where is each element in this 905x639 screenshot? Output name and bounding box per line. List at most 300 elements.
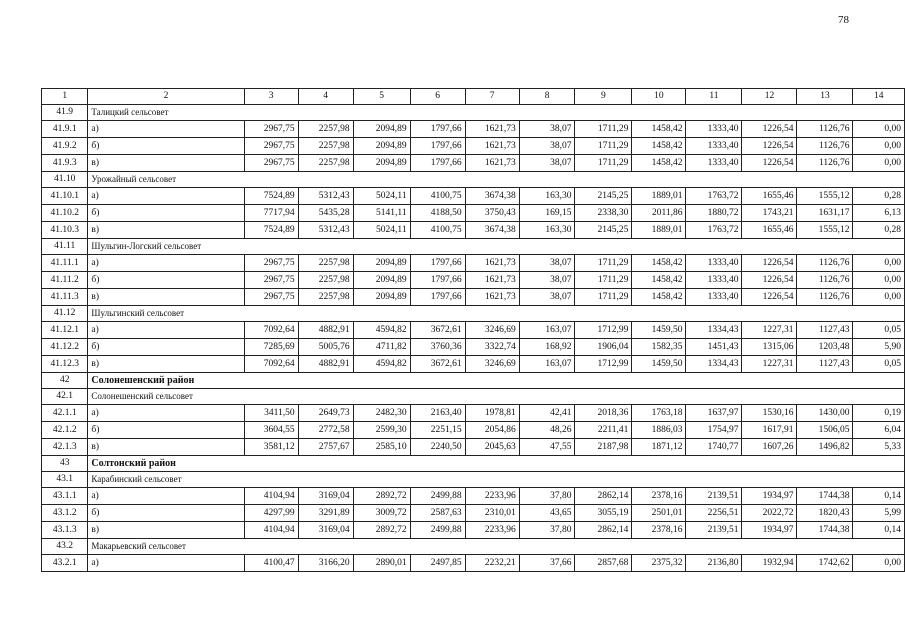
value-cell: 1334,43 [686, 322, 742, 339]
row-variant: а) [88, 188, 244, 205]
value-cell: 1226,54 [742, 121, 797, 138]
value-cell: 7092,64 [244, 322, 298, 339]
row-variant: а) [88, 405, 244, 422]
column-header: 9 [575, 89, 632, 105]
table-row [42, 322, 905, 339]
value-cell: 1742,62 [797, 555, 853, 572]
value-cell: 168,92 [519, 339, 575, 356]
value-cell: 1711,29 [575, 138, 632, 155]
value-cell: 1203,48 [797, 339, 853, 356]
header-row [42, 89, 905, 105]
value-cell: 1655,46 [742, 188, 797, 205]
row-code: 41.12.2 [42, 339, 88, 356]
value-cell: 7092,64 [244, 356, 298, 373]
value-cell: 0,00 [853, 255, 905, 272]
value-cell: 1530,16 [742, 405, 797, 422]
column-header: 1 [42, 89, 88, 105]
value-cell: 2649,73 [298, 405, 353, 422]
value-cell: 1334,43 [686, 356, 742, 373]
table-row [42, 555, 905, 572]
value-cell: 2233,96 [465, 522, 519, 539]
value-cell: 2257,98 [298, 272, 353, 289]
value-cell: 5435,28 [298, 205, 353, 222]
value-cell: 1631,17 [797, 205, 853, 222]
value-cell: 1711,29 [575, 272, 632, 289]
value-cell: 6,13 [853, 205, 905, 222]
value-cell: 0,00 [853, 121, 905, 138]
value-cell: 3322,74 [465, 339, 519, 356]
row-variant: б) [88, 505, 244, 522]
value-cell: 163,30 [519, 188, 575, 205]
table-row [42, 356, 905, 373]
section-title: Шульгин-Логский сельсовет [88, 239, 905, 255]
value-cell: 2232,21 [465, 555, 519, 572]
value-cell: 37,80 [519, 522, 575, 539]
value-cell: 0,19 [853, 405, 905, 422]
table-row [42, 339, 905, 356]
value-cell: 1458,42 [632, 121, 686, 138]
value-cell: 2022,72 [742, 505, 797, 522]
section-title: Талицкий сельсовет [88, 105, 905, 121]
value-cell: 4100,47 [244, 555, 298, 572]
value-cell: 1978,81 [465, 405, 519, 422]
value-cell: 0,00 [853, 289, 905, 306]
value-cell: 2499,88 [410, 488, 465, 505]
value-cell: 1889,01 [632, 222, 686, 239]
value-cell: 2211,41 [575, 422, 632, 439]
row-variant: б) [88, 339, 244, 356]
value-cell: 1126,76 [797, 155, 853, 172]
value-cell: 47,55 [519, 439, 575, 456]
value-cell: 2094,89 [353, 155, 410, 172]
value-cell: 0,14 [853, 522, 905, 539]
value-cell: 1333,40 [686, 272, 742, 289]
row-code: 41.12.1 [42, 322, 88, 339]
value-cell: 1621,73 [465, 155, 519, 172]
value-cell: 7524,89 [244, 188, 298, 205]
row-code: 43.2 [42, 539, 88, 555]
value-cell: 1451,43 [686, 339, 742, 356]
value-cell: 3055,19 [575, 505, 632, 522]
value-cell: 2862,14 [575, 488, 632, 505]
value-cell: 1126,76 [797, 121, 853, 138]
row-code: 41.12.3 [42, 356, 88, 373]
value-cell: 7524,89 [244, 222, 298, 239]
table-row [42, 522, 905, 539]
row-variant: б) [88, 272, 244, 289]
section-row [42, 306, 905, 322]
row-code: 41.11.2 [42, 272, 88, 289]
value-cell: 1458,42 [632, 255, 686, 272]
value-cell: 4594,82 [353, 356, 410, 373]
value-cell: 3009,72 [353, 505, 410, 522]
value-cell: 7285,69 [244, 339, 298, 356]
value-cell: 1754,97 [686, 422, 742, 439]
table-row [42, 405, 905, 422]
row-code: 41.9.1 [42, 121, 88, 138]
value-cell: 1934,97 [742, 522, 797, 539]
value-cell: 2587,63 [410, 505, 465, 522]
row-variant: б) [88, 205, 244, 222]
value-cell: 4882,91 [298, 322, 353, 339]
value-cell: 1711,29 [575, 255, 632, 272]
value-cell: 1621,73 [465, 121, 519, 138]
value-cell: 2892,72 [353, 522, 410, 539]
value-cell: 3674,38 [465, 222, 519, 239]
value-cell: 5312,43 [298, 222, 353, 239]
value-cell: 1934,97 [742, 488, 797, 505]
table-row [42, 255, 905, 272]
value-cell: 4711,82 [353, 339, 410, 356]
value-cell: 2862,14 [575, 522, 632, 539]
row-code: 43.1.3 [42, 522, 88, 539]
value-cell: 1889,01 [632, 188, 686, 205]
value-cell: 38,07 [519, 121, 575, 138]
value-cell: 0,00 [853, 555, 905, 572]
row-variant: в) [88, 155, 244, 172]
table-row [42, 155, 905, 172]
value-cell: 1226,54 [742, 255, 797, 272]
value-cell: 3672,61 [410, 356, 465, 373]
value-cell: 2240,50 [410, 439, 465, 456]
value-cell: 6,04 [853, 422, 905, 439]
table-row [42, 138, 905, 155]
value-cell: 2967,75 [244, 155, 298, 172]
value-cell: 2890,01 [353, 555, 410, 572]
row-code: 41.12 [42, 306, 88, 322]
value-cell: 5,99 [853, 505, 905, 522]
value-cell: 0,28 [853, 188, 905, 205]
value-cell: 1711,29 [575, 155, 632, 172]
value-cell: 2857,68 [575, 555, 632, 572]
section-row [42, 239, 905, 255]
value-cell: 2338,30 [575, 205, 632, 222]
value-cell: 5005,76 [298, 339, 353, 356]
value-cell: 2599,30 [353, 422, 410, 439]
value-cell: 1655,46 [742, 222, 797, 239]
value-cell: 1315,06 [742, 339, 797, 356]
value-cell: 38,07 [519, 289, 575, 306]
column-header: 8 [519, 89, 575, 105]
column-header: 7 [465, 89, 519, 105]
value-cell: 2256,51 [686, 505, 742, 522]
value-cell: 1621,73 [465, 289, 519, 306]
row-variant: а) [88, 488, 244, 505]
value-cell: 3246,69 [465, 322, 519, 339]
value-cell: 1555,12 [797, 222, 853, 239]
value-cell: 1617,91 [742, 422, 797, 439]
value-cell: 1871,12 [632, 439, 686, 456]
row-code: 41.10 [42, 172, 88, 188]
row-code: 41.10.2 [42, 205, 88, 222]
row-code: 43 [42, 456, 88, 472]
value-cell: 1886,03 [632, 422, 686, 439]
value-cell: 1333,40 [686, 121, 742, 138]
value-cell: 1712,99 [575, 356, 632, 373]
value-cell: 163,30 [519, 222, 575, 239]
value-cell: 2257,98 [298, 138, 353, 155]
value-cell: 2136,80 [686, 555, 742, 572]
value-cell: 2094,89 [353, 272, 410, 289]
value-cell: 0,05 [853, 356, 905, 373]
table-row [42, 505, 905, 522]
value-cell: 1127,43 [797, 322, 853, 339]
value-cell: 1333,40 [686, 289, 742, 306]
value-cell: 5312,43 [298, 188, 353, 205]
value-cell: 1582,35 [632, 339, 686, 356]
value-cell: 1226,54 [742, 289, 797, 306]
row-code: 41.10.1 [42, 188, 88, 205]
value-cell: 1711,29 [575, 121, 632, 138]
value-cell: 1430,00 [797, 405, 853, 422]
page-number: 78 [838, 14, 849, 26]
value-cell: 0,05 [853, 322, 905, 339]
section-row [42, 472, 905, 488]
value-cell: 37,80 [519, 488, 575, 505]
value-cell: 1797,66 [410, 255, 465, 272]
row-variant: а) [88, 121, 244, 138]
column-header: 12 [742, 89, 797, 105]
value-cell: 42,41 [519, 405, 575, 422]
value-cell: 3169,04 [298, 522, 353, 539]
row-code: 43.1.2 [42, 505, 88, 522]
value-cell: 4100,75 [410, 222, 465, 239]
value-cell: 2257,98 [298, 255, 353, 272]
value-cell: 1458,42 [632, 289, 686, 306]
value-cell: 1637,97 [686, 405, 742, 422]
column-header: 11 [686, 89, 742, 105]
table-row [42, 439, 905, 456]
value-cell: 2310,01 [465, 505, 519, 522]
value-cell: 3674,38 [465, 188, 519, 205]
table-row [42, 188, 905, 205]
value-cell: 4882,91 [298, 356, 353, 373]
value-cell: 2045,63 [465, 439, 519, 456]
value-cell: 1226,54 [742, 155, 797, 172]
value-cell: 3760,36 [410, 339, 465, 356]
value-cell: 1740,77 [686, 439, 742, 456]
row-variant: б) [88, 138, 244, 155]
value-cell: 2094,89 [353, 138, 410, 155]
value-cell: 1226,54 [742, 272, 797, 289]
value-cell: 1227,31 [742, 322, 797, 339]
value-cell: 5024,11 [353, 222, 410, 239]
value-cell: 163,07 [519, 356, 575, 373]
row-code: 41.11.1 [42, 255, 88, 272]
value-cell: 2094,89 [353, 255, 410, 272]
value-cell: 1127,43 [797, 356, 853, 373]
value-cell: 3411,50 [244, 405, 298, 422]
value-cell: 38,07 [519, 138, 575, 155]
value-cell: 2585,10 [353, 439, 410, 456]
value-cell: 3672,61 [410, 322, 465, 339]
row-variant: в) [88, 522, 244, 539]
value-cell: 2257,98 [298, 289, 353, 306]
district-title: Солтонский район [88, 456, 905, 472]
value-cell: 3166,20 [298, 555, 353, 572]
value-cell: 5,33 [853, 439, 905, 456]
value-cell: 37,66 [519, 555, 575, 572]
row-code: 42.1.3 [42, 439, 88, 456]
column-header: 4 [298, 89, 353, 105]
table-row [42, 422, 905, 439]
value-cell: 5141,11 [353, 205, 410, 222]
value-cell: 169,15 [519, 205, 575, 222]
value-cell: 2187,98 [575, 439, 632, 456]
value-cell: 163,07 [519, 322, 575, 339]
tariff-table [41, 88, 905, 572]
value-cell: 43,65 [519, 505, 575, 522]
section-title: Шульгинский сельсовет [88, 306, 905, 322]
value-cell: 5024,11 [353, 188, 410, 205]
value-cell: 2501,01 [632, 505, 686, 522]
value-cell: 2497,85 [410, 555, 465, 572]
value-cell: 38,07 [519, 155, 575, 172]
value-cell: 1797,66 [410, 155, 465, 172]
row-code: 41.9.2 [42, 138, 88, 155]
section-title: Урожайный сельсовет [88, 172, 905, 188]
value-cell: 3750,43 [465, 205, 519, 222]
value-cell: 2967,75 [244, 121, 298, 138]
value-cell: 2145,25 [575, 222, 632, 239]
section-title: Карабинский сельсовет [88, 472, 905, 488]
column-header: 6 [410, 89, 465, 105]
column-header: 3 [244, 89, 298, 105]
row-code: 43.1.1 [42, 488, 88, 505]
value-cell: 0,00 [853, 272, 905, 289]
value-cell: 2757,67 [298, 439, 353, 456]
value-cell: 1906,04 [575, 339, 632, 356]
value-cell: 3291,89 [298, 505, 353, 522]
row-code: 42 [42, 373, 88, 389]
value-cell: 0,00 [853, 138, 905, 155]
district-title: Солонешенский район [88, 373, 905, 389]
value-cell: 1932,94 [742, 555, 797, 572]
value-cell: 3246,69 [465, 356, 519, 373]
value-cell: 2772,58 [298, 422, 353, 439]
value-cell: 1743,21 [742, 205, 797, 222]
value-cell: 0,28 [853, 222, 905, 239]
value-cell: 2378,16 [632, 522, 686, 539]
value-cell: 2967,75 [244, 272, 298, 289]
row-variant: а) [88, 555, 244, 572]
row-code: 43.2.1 [42, 555, 88, 572]
value-cell: 1797,66 [410, 289, 465, 306]
value-cell: 2094,89 [353, 121, 410, 138]
table-row [42, 205, 905, 222]
section-row [42, 105, 905, 121]
value-cell: 2094,89 [353, 289, 410, 306]
value-cell: 1226,54 [742, 138, 797, 155]
value-cell: 1555,12 [797, 188, 853, 205]
value-cell: 1458,42 [632, 155, 686, 172]
value-cell: 2892,72 [353, 488, 410, 505]
value-cell: 4104,94 [244, 488, 298, 505]
table-row [42, 222, 905, 239]
value-cell: 1458,42 [632, 272, 686, 289]
column-header: 14 [853, 89, 905, 105]
value-cell: 2378,16 [632, 488, 686, 505]
value-cell: 1621,73 [465, 255, 519, 272]
value-cell: 1126,76 [797, 289, 853, 306]
district-row [42, 456, 905, 472]
value-cell: 2011,86 [632, 205, 686, 222]
row-variant: а) [88, 255, 244, 272]
value-cell: 4297,99 [244, 505, 298, 522]
column-header: 10 [632, 89, 686, 105]
row-variant: в) [88, 439, 244, 456]
value-cell: 1744,38 [797, 488, 853, 505]
value-cell: 1880,72 [686, 205, 742, 222]
value-cell: 2967,75 [244, 255, 298, 272]
value-cell: 1763,72 [686, 222, 742, 239]
value-cell: 2139,51 [686, 488, 742, 505]
row-code: 41.11 [42, 239, 88, 255]
value-cell: 1496,82 [797, 439, 853, 456]
value-cell: 2018,36 [575, 405, 632, 422]
value-cell: 2163,40 [410, 405, 465, 422]
value-cell: 4100,75 [410, 188, 465, 205]
value-cell: 2054,86 [465, 422, 519, 439]
value-cell: 5,90 [853, 339, 905, 356]
value-cell: 1797,66 [410, 272, 465, 289]
value-cell: 1763,72 [686, 188, 742, 205]
value-cell: 1126,76 [797, 138, 853, 155]
value-cell: 7717,94 [244, 205, 298, 222]
row-code: 41.11.3 [42, 289, 88, 306]
value-cell: 1797,66 [410, 138, 465, 155]
value-cell: 2257,98 [298, 121, 353, 138]
row-variant: в) [88, 356, 244, 373]
table-row [42, 488, 905, 505]
value-cell: 1820,43 [797, 505, 853, 522]
section-row [42, 389, 905, 405]
value-cell: 1227,31 [742, 356, 797, 373]
value-cell: 1333,40 [686, 255, 742, 272]
row-variant: б) [88, 422, 244, 439]
value-cell: 1797,66 [410, 121, 465, 138]
value-cell: 2375,32 [632, 555, 686, 572]
row-variant: в) [88, 289, 244, 306]
value-cell: 1506,05 [797, 422, 853, 439]
row-code: 41.9.3 [42, 155, 88, 172]
value-cell: 0,00 [853, 155, 905, 172]
row-code: 43.1 [42, 472, 88, 488]
value-cell: 1621,73 [465, 272, 519, 289]
value-cell: 1459,50 [632, 356, 686, 373]
value-cell: 3169,04 [298, 488, 353, 505]
value-cell: 2482,30 [353, 405, 410, 422]
value-cell: 2499,88 [410, 522, 465, 539]
value-cell: 1333,40 [686, 138, 742, 155]
value-cell: 2139,51 [686, 522, 742, 539]
value-cell: 2233,96 [465, 488, 519, 505]
section-title: Солонешенский сельсовет [88, 389, 905, 405]
section-row [42, 539, 905, 555]
row-code: 41.10.3 [42, 222, 88, 239]
value-cell: 38,07 [519, 272, 575, 289]
value-cell: 1744,38 [797, 522, 853, 539]
value-cell: 1459,50 [632, 322, 686, 339]
table-row [42, 121, 905, 138]
value-cell: 4594,82 [353, 322, 410, 339]
value-cell: 1712,99 [575, 322, 632, 339]
value-cell: 1126,76 [797, 272, 853, 289]
row-variant: а) [88, 322, 244, 339]
value-cell: 2145,25 [575, 188, 632, 205]
value-cell: 2251,15 [410, 422, 465, 439]
value-cell: 1333,40 [686, 155, 742, 172]
